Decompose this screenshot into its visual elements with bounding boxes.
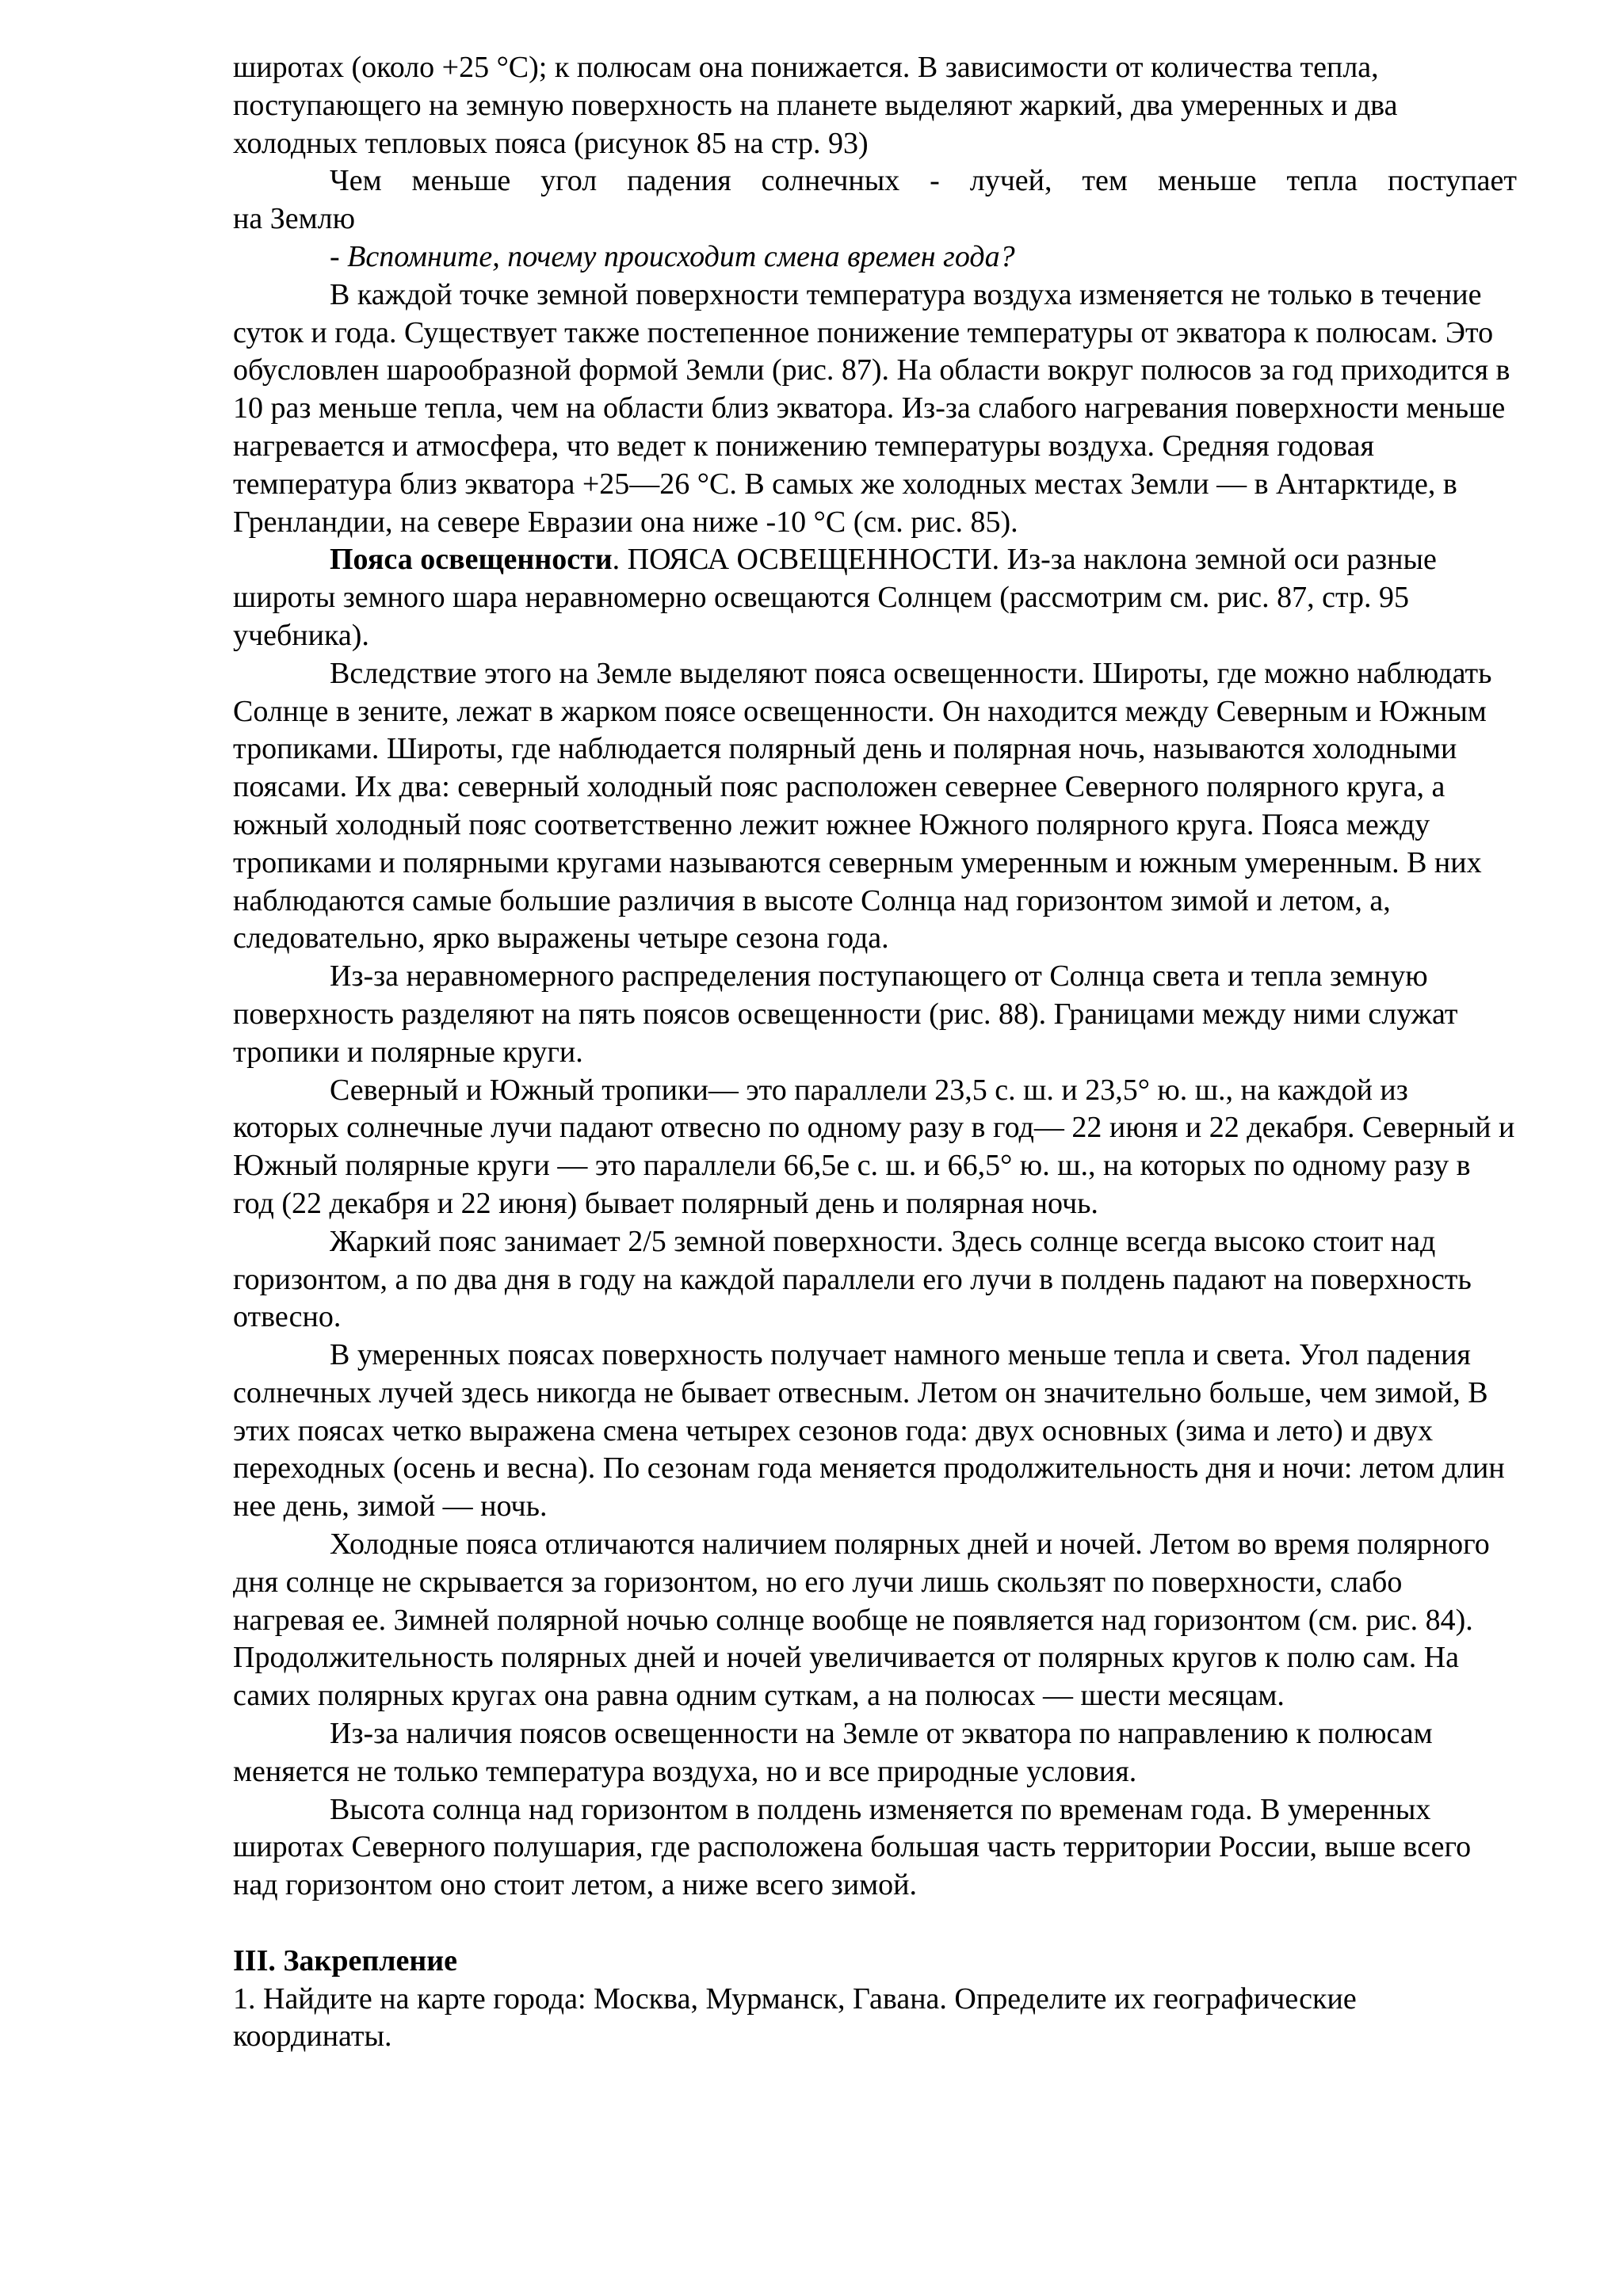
heading-illumination-belts: Пояса освещенности [330,543,613,577]
paragraph-zenith-belts: Вследствие этого на Земле выделяют пояса освещенности. Широты, где можно наблюдать Солнце в зените, лежат в жарком поясе освещенности. Он находится между Северным и Южным тропиками. Широты, где наблюдается полярный день и полярная ночь, называются холодными поясами. Их два: северный холодный пояс расположен севернее Северного полярного круга, а южный холодный пояс соответственно лежит южнее Южного полярного круга. Пояса между тропиками и полярными кругами называются северным умеренным и южным умеренным. В них наблюдаются самые большие различия в высоте Солнца над горизонтом зимой и летом, а, следовательно, ярко выражены четыре сезона года. [233,656,1492,955]
question-seasons: - Вспомните, почему происходит смена времен года? [330,239,1015,273]
paragraph-tropics-circles: Северный и Южный тропики— это параллели 23,5 с. ш. и 23,5° ю. ш., на каждой из которых солнечные лучи падают отвесно по одному разу в год— 22 июня и 22 декабря. Северный и Южный полярные круги — это параллели 66,5е с. ш. и 66,5° ю. ш., на которых по одному разу в год (22 декабря и 22 июня) бывает полярный день и полярная ночь. [233,1073,1515,1220]
section-heading-consolidation: III. Закрепление [233,1943,458,1978]
paragraph-thermal-belts: широтах (около +25 °С); к полюсам она понижается. В зависимости от количества тепла, поступающего на земную поверхность на планете выделяют жаркий, два умеренных и два холодных тепловых пояса (рисунок 85 на стр. 93) [233,51,1398,160]
paragraph-sun-angle-line2: на Землю [233,202,356,236]
paragraph-temperate-belts: В умеренных поясах поверхность получает намного меньше тепла и света. Угол падения солнечных лучей здесь никогда не бывает отвесным. Летом он значительно больше, чем зимой, В этих поясах четко выражена смена четырех сезонов года: двух основных (зима и лето) и двух переходных (осень и весна). По сезонам года меняется продолжительность дня и ночи: летом длин нее день, зимой — ночь. [233,1338,1505,1524]
section-gap [233,1905,1517,1943]
paragraph-temperature-gradient: В каждой точке земной поверхности температура воздуха изменяется не только в течение суток и года. Существует также постепенное понижение температуры от экватора к полюсам. Это обусловлен шарообразной формой Земли (рис. 87). На области вокруг полюсов за год приходится в 10 раз меньше тепла, чем на области близ экватора. Из-за слабого нагревания поверхности меньше нагревается и атмосфера, что ведет к понижению температуры воздуха. Средняя годовая температура близ экватора +25—26 °С. В самых же холодных местах Земли — в Антарктиде, в Гренландии, на севере Евразии она ниже -10 °С (см. рис. 85). [233,277,1510,539]
paragraph-illumination-belts-text: . ПОЯСА ОСВЕЩЕННОСТИ. Из-за наклона земной оси разные широты земного шара неравномерно освещаются Солнцем (рассмотрим см. рис. 87, стр. 95 учебника). [233,543,1437,652]
paragraph-hot-belt: Жаркий пояс занимает 2/5 земной поверхности. Здесь солнце всегда высоко стоит над горизонтом, а по два дня в году на каждой параллели его лучи в полдень падают на поверхность отвесно. [233,1224,1472,1334]
paragraph-illumination-belts-intro [233,541,1517,654]
paragraph-five-belts: Из-за неравномерного распределения поступающего от Солнца света и тепла земную поверхность разделяют на пять поясов освещенности (рис. 88). Границами между ними служат тропики и полярные круги. [233,959,1458,1069]
paragraph-natural-conditions: Из-за наличия поясов освещенности на Земле от экватора по направлению к полюсам меняется не только температура воздуха, но и все природные условия. [233,1717,1433,1788]
paragraph-sun-height: Высота солнца над горизонтом в полдень изменяется по временам года. В умеренных широтах Северного полушария, где расположена большая часть территории России, выше всего над горизонтом оно стоит летом, а ниже всего зимой. [233,1792,1472,1902]
task-item-1: 1. Найдите на карте города: Москва, Мурманск, Гавана. Определите их географические координаты. [233,1981,1357,2054]
paragraph-sun-angle-line1: Чем меньше угол падения солнечных - лучей, тем меньше тепла поступает [330,164,1517,198]
paragraph-cold-belts: Холодные пояса отличаются наличием полярных дней и ночей. Летом во время полярного дня солнце не скрывается за горизонтом, но его лучи лишь скользят по поверхности, слабо нагревая ее. Зимней полярной ночью солнце вообще не появляется над горизонтом (см. рис. 84). Продолжительность полярных дней и ночей увеличивается от полярных кругов к полю сам. На самих полярных кругах она равна одним суткам, а на полюсах — шести месяцам. [233,1527,1490,1713]
document-page [233,49,1517,2056]
